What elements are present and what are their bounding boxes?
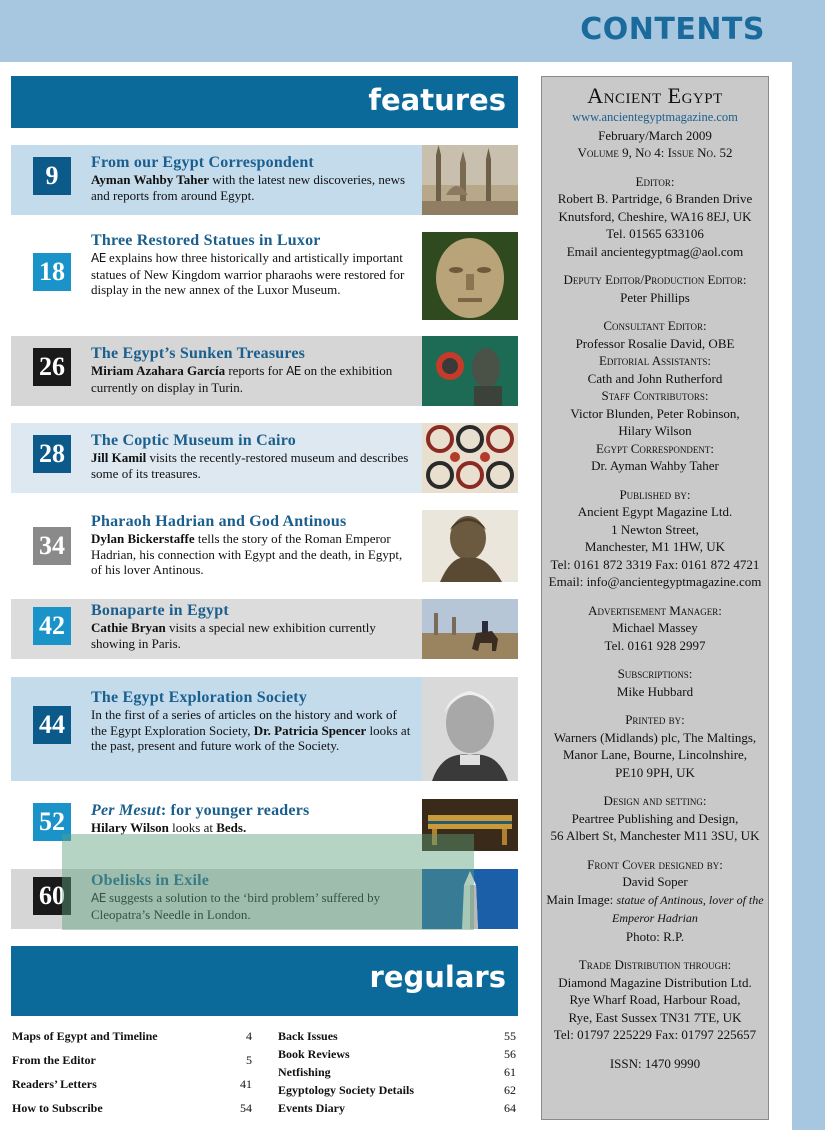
correspondent-label: Egypt Correspondent: [596,440,714,456]
design-line: 56 Albert St, Manchester M11 3SU, UK [550,828,760,843]
feature-item-coptic-museum[interactable] [11,423,518,493]
underwater-statue-photo [422,336,518,406]
printed-line: PE10 9PH, UK [615,764,695,780]
feature-description: Jill Kamil visits the recently-restored museum and describes some of its treasures. [91,450,409,481]
published-line: Manchester, M1 1HW, UK [584,539,726,554]
masthead-panel [541,76,769,1120]
trade-line: Rye Wharf Road, Harbour Road, [569,992,741,1007]
issn: ISSN: 1470 9990 [609,1055,701,1071]
page-number-badge: 42 [33,607,71,645]
assistants-name: Cath and John Rutherford [587,370,723,386]
magazine-title: Ancient Egypt [587,83,723,108]
portrait-photo [422,677,518,781]
website-link[interactable]: www.ancientegyptmagazine.com [572,110,738,124]
feature-title[interactable]: Bonaparte in Egypt [91,602,229,619]
editor-label: Editor: [635,173,675,189]
page-number-badge: 34 [33,527,71,565]
page-number-badge: 26 [33,348,71,386]
trade-line: Diamond Magazine Distribution Ltd. [558,974,752,990]
regulars-list-right [278,1029,516,1119]
feature-author: Miriam Azahara García [91,363,226,378]
staff-line: Hilary Wilson [618,423,692,438]
cover-name: David Soper [622,874,688,889]
feature-title[interactable]: From our Egypt Correspondent [91,154,314,171]
feature-title[interactable]: Per Mesut: for younger readers [91,802,310,819]
feature-title[interactable]: Obelisks in Exile [91,872,210,889]
editor-line: Tel. 01565 633106 [606,226,704,241]
feature-description: AE suggests a solution to the ‘bird problem’ suffered by Cleopatra’s Needle in London. [91,890,381,922]
feature-author: Dylan Bickerstaffe [91,531,195,546]
ae-logo: AE [91,251,106,265]
hadrian-bust-photo [422,510,518,582]
consultant-label: Consultant Editor: [603,318,707,333]
published-line: Ancient Egypt Magazine Ltd. [577,504,733,519]
page-number-badge: 44 [33,706,71,744]
feature-item-hadrian-antinous[interactable] [11,508,518,584]
page-number-badge: 28 [33,435,71,473]
trade-line: Rye, East Sussex TN31 7TE, UK [568,1009,742,1025]
feature-author: Hilary Wilson [91,820,169,835]
bonaparte-painting [422,599,518,659]
feature-description: Miriam Azahara García reports for AE on the exhibition currently on display in Turin. [91,363,393,395]
cover-label: Front Cover designed by: [587,856,723,872]
statue-face-photo [422,232,518,320]
subs-label: Subscriptions: [617,666,693,681]
page-title: CONTENTS [580,12,765,47]
page-number-badge: 18 [33,253,71,291]
design-label: Design and setting: [603,793,707,808]
volume-info: Volume 9, No 4: Issue No. 52 [577,145,733,160]
regulars-list-left [12,1029,252,1125]
regular-item[interactable]: Readers’ Letters 41 [12,1077,252,1091]
published-line: Email: info@ancientegyptmagazine.com [548,574,762,589]
main-image-credit: Main Image: statue of Antinous, lover of the Emperor Hadrian [546,891,764,925]
printed-line: Warners (Midlands) plc, The Maltings, [553,729,757,745]
feature-description: AE explains how three historically and artistically important statues of New Kingdom warrior pharaohs were restored for display in the new annex of the Luxor Museum. [91,250,405,298]
feature-description: Ayman Wahby Taher with the latest new discoveries, news and reports from around Egypt. [91,172,406,203]
issue-date: February/March 2009 [598,127,712,143]
subs-name: Mike Hubbard [616,683,694,699]
feature-title[interactable]: The Egypt’s Sunken Treasures [91,345,306,362]
feature-author: Ayman Wahby Taher [91,172,210,187]
page-number-badge: 52 [33,803,71,841]
design-line: Peartree Publishing and Design, [571,810,739,826]
assistants-label: Editorial Assistants: [598,353,712,368]
regular-item[interactable]: Book Reviews 56 [278,1047,516,1061]
deputy-label: Deputy Editor/Production Editor: [563,272,747,287]
advert-line: Tel. 0161 928 2997 [604,637,706,653]
feature-title[interactable]: Three Restored Statues in Luxor [91,232,321,249]
translucent-overlay [62,834,474,930]
regular-item[interactable]: Egyptology Society Details 62 [278,1083,516,1097]
regulars-header [11,946,518,1016]
minarets-photo [422,145,518,215]
page-number-badge: 60 [33,877,71,915]
regular-item[interactable]: Netfishing 61 [278,1065,516,1079]
regular-item[interactable]: How to Subscribe 54 [12,1101,252,1115]
page-number-badge: 9 [33,157,71,195]
feature-author: Cathie Bryan [91,620,166,635]
published-line: Tel: 0161 872 3319 Fax: 0161 872 4721 [550,556,760,572]
regular-item[interactable]: Back Issues 55 [278,1029,516,1043]
published-label: Published by: [619,486,691,502]
published-line: 1 Newton Street, [611,521,699,537]
printed-label: Printed by: [625,712,685,727]
advert-line: Michael Massey [612,620,698,635]
feature-author: Jill Kamil [91,450,147,465]
regular-item[interactable]: From the Editor 5 [12,1053,252,1067]
feature-description: In the first of a series of articles on the history and work of the Egypt Exploration Society, Dr. Patricia Spencer looks at the past, present and future work of the Society. [91,707,411,754]
correspondent-name: Dr. Ayman Wahby Taher [591,458,719,473]
trade-label: Trade Distribution through: [578,957,732,972]
features-heading: features [368,83,506,117]
editor-line: Knutsford, Cheshire, WA16 8EJ, UK [558,208,752,224]
ae-logo: AE [91,891,106,905]
feature-item-sunken-treasures[interactable] [11,336,518,406]
printed-line: Manor Lane, Bourne, Lincolnshire, [562,747,748,762]
feature-description: Cathie Bryan visits a special new exhibition currently showing in Paris. [91,620,376,651]
trade-line: Tel: 01797 225229 Fax: 01797 225657 [553,1027,757,1042]
coptic-textile-photo [422,423,518,493]
consultant-name: Professor Rosalie David, OBE [575,335,735,351]
regular-item[interactable]: Maps of Egypt and Timeline 4 [12,1029,252,1043]
staff-line: Victor Blunden, Peter Robinson, [570,405,740,421]
photo-credit: Photo: R.P. [625,928,685,944]
feature-title[interactable]: Pharaoh Hadrian and God Antinous [91,513,347,530]
feature-item-egypt-correspondent[interactable] [11,145,518,215]
regular-item[interactable]: Events Diary 64 [278,1101,516,1115]
feature-item-restored-statues[interactable] [11,230,518,322]
editor-line: Email ancientegyptmag@aol.com [566,243,744,259]
deputy-name: Peter Phillips [620,289,690,305]
feature-description: Hilary Wilson looks at Beds. [91,820,247,835]
features-header [11,76,518,128]
feature-description: Dylan Bickerstaffe tells the story of the Roman Emperor Hadrian, his connection with Egypt and the death, in Egypt, of his lover Antinous. [91,531,403,578]
feature-title[interactable]: The Coptic Museum in Cairo [91,432,296,449]
advert-label: Advertisement Manager: [588,602,722,618]
ae-logo: AE [286,364,301,378]
regulars-heading: regulars [369,960,506,994]
right-margin-strip [792,62,825,1130]
feature-item-bonaparte[interactable] [11,599,518,659]
feature-item-egypt-exploration-society[interactable] [11,677,518,781]
feature-title[interactable]: The Egypt Exploration Society [91,689,308,706]
editor-line: Robert B. Partridge, 6 Branden Drive [557,191,753,206]
staff-label: Staff Contributors: [601,388,709,403]
